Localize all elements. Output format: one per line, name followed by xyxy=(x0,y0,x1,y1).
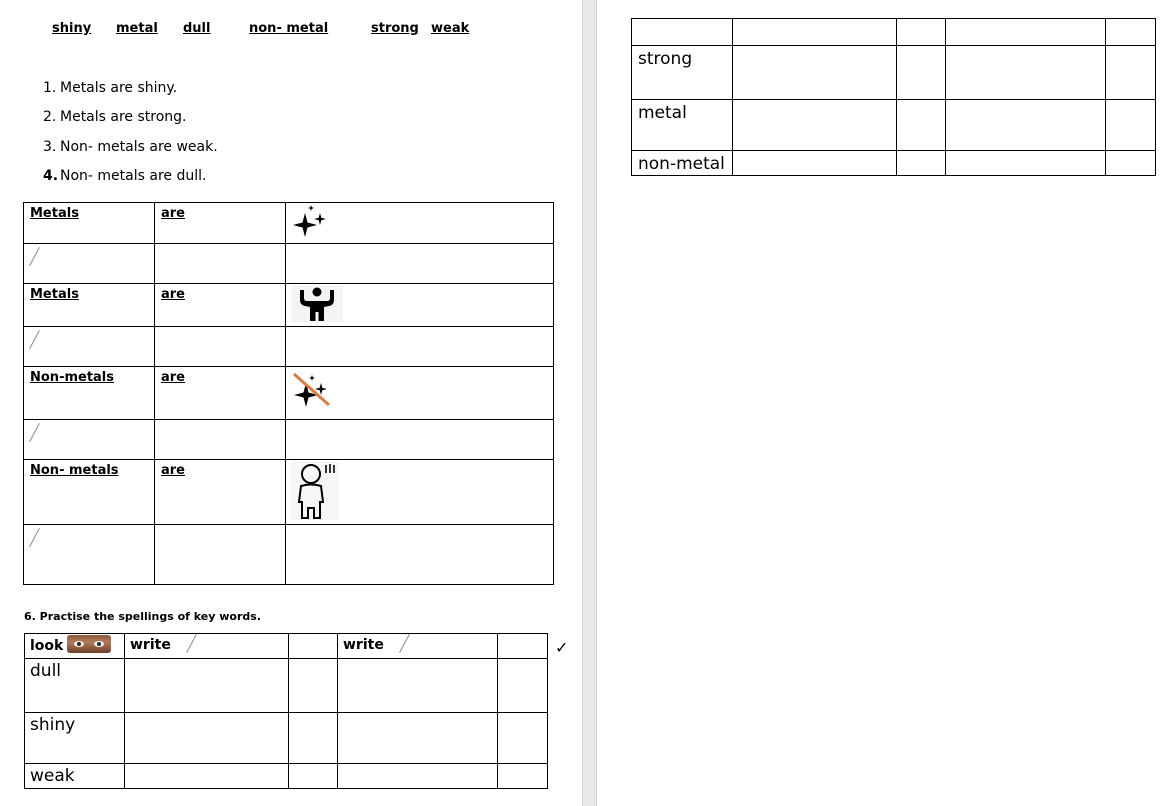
table-row xyxy=(24,284,554,327)
picture-cell xyxy=(286,460,554,525)
picture-cell xyxy=(286,284,554,327)
write-cell[interactable] xyxy=(125,713,289,764)
verb-cell xyxy=(155,284,286,327)
writing-cell[interactable] xyxy=(286,327,554,367)
sentence-building-table xyxy=(23,202,554,585)
table-row xyxy=(632,151,1156,176)
check-cell[interactable] xyxy=(498,659,548,713)
table-row xyxy=(24,460,554,525)
header-cell xyxy=(897,19,946,46)
sentence-number: 3. xyxy=(43,138,57,155)
write-label: write xyxy=(130,637,171,653)
sentence-list xyxy=(43,79,218,196)
spelling-word-cell xyxy=(632,46,733,100)
writing-cell[interactable] xyxy=(24,244,155,284)
write-cell[interactable] xyxy=(338,659,498,713)
table-row xyxy=(25,713,548,764)
spelling-word: metal xyxy=(638,103,687,123)
header-cell xyxy=(632,19,733,46)
table-row xyxy=(25,634,548,659)
subject-cell xyxy=(24,367,155,420)
word-bank-shiny: shiny xyxy=(52,21,92,36)
header-cell xyxy=(733,19,897,46)
write-cell[interactable] xyxy=(338,713,498,764)
picture-cell xyxy=(286,203,554,244)
sentence-number: 4. xyxy=(43,167,59,184)
sentence-text: Metals are strong. xyxy=(60,109,187,126)
spelling-word-cell xyxy=(25,764,125,789)
pencil-mark-icon xyxy=(187,634,197,654)
word-bank-metal: metal xyxy=(116,21,158,36)
table-row xyxy=(24,327,554,367)
header-cell xyxy=(1106,19,1156,46)
picture-cell xyxy=(286,367,554,420)
writing-cell[interactable] xyxy=(24,525,155,585)
verb-label: are xyxy=(161,463,186,478)
spelling-section-title: 6. Practise the spellings of key words. xyxy=(24,610,262,623)
spelling-word: non-metal xyxy=(638,154,725,174)
table-row xyxy=(24,203,554,244)
spelling-word-cell xyxy=(25,659,125,713)
write-header xyxy=(338,634,498,659)
word-bank-non-metal: non- metal xyxy=(249,21,329,36)
check-header xyxy=(289,634,338,659)
table-row xyxy=(24,367,554,420)
check-cell[interactable] xyxy=(498,713,548,764)
verb-cell xyxy=(155,203,286,244)
verb-label: are xyxy=(161,287,186,302)
right-page xyxy=(597,0,1171,806)
verb-label: are xyxy=(161,370,186,385)
table-row xyxy=(24,420,554,460)
write-label: write xyxy=(343,637,384,653)
sentence-number: 2. xyxy=(43,109,57,126)
write-cell[interactable] xyxy=(125,764,289,789)
pencil-mark-icon xyxy=(30,247,40,267)
spelling-word: shiny xyxy=(30,715,76,735)
left-page xyxy=(0,0,582,806)
writing-cell[interactable] xyxy=(24,327,155,367)
check-cell[interactable] xyxy=(289,659,338,713)
subject-cell xyxy=(24,284,155,327)
word-bank-weak: weak xyxy=(431,21,470,36)
writing-cell[interactable] xyxy=(286,525,554,585)
sentence-item xyxy=(43,79,218,108)
sentence-number: 1. xyxy=(43,80,57,96)
write-header xyxy=(125,634,289,659)
writing-cell[interactable] xyxy=(155,420,286,460)
sentence-item xyxy=(43,138,218,167)
check-cell[interactable] xyxy=(897,46,946,100)
subject-cell xyxy=(24,203,155,244)
table-row xyxy=(24,244,554,284)
check-cell[interactable] xyxy=(289,764,338,789)
page-gap xyxy=(582,0,597,806)
writing-cell[interactable] xyxy=(155,327,286,367)
right-spelling-table xyxy=(631,18,1156,176)
check-cell[interactable] xyxy=(897,151,946,176)
check-cell[interactable] xyxy=(289,713,338,764)
subject-label: Non-metals xyxy=(30,370,115,385)
check-header xyxy=(498,634,548,659)
sentence-item xyxy=(43,108,218,137)
write-cell[interactable] xyxy=(733,151,897,176)
sentence-text: Metals are shiny. xyxy=(60,80,178,96)
strong-person-icon xyxy=(291,286,343,322)
write-cell[interactable] xyxy=(733,100,897,151)
write-cell[interactable] xyxy=(338,764,498,789)
spelling-word: strong xyxy=(638,49,693,69)
subject-cell xyxy=(24,460,155,525)
write-cell[interactable] xyxy=(946,46,1106,100)
pencil-mark-icon xyxy=(30,528,40,548)
look-label: look xyxy=(30,638,64,654)
write-cell[interactable] xyxy=(733,46,897,100)
spelling-word-cell xyxy=(632,100,733,151)
subject-label: Metals xyxy=(30,206,79,221)
check-cell[interactable] xyxy=(1106,151,1156,176)
check-mark-icon: ✓ xyxy=(555,638,569,657)
check-cell[interactable] xyxy=(498,764,548,789)
spelling-word: dull xyxy=(30,661,62,681)
writing-cell[interactable] xyxy=(155,525,286,585)
pencil-mark-icon xyxy=(30,330,40,350)
sparkle-icon xyxy=(291,205,331,239)
writing-cell[interactable] xyxy=(286,244,554,284)
spelling-word: weak xyxy=(30,766,75,786)
weak-person-icon xyxy=(291,462,339,520)
write-cell[interactable] xyxy=(946,151,1106,176)
write-cell[interactable] xyxy=(125,659,289,713)
table-row xyxy=(25,659,548,713)
table-row xyxy=(632,46,1156,100)
spelling-word-cell xyxy=(25,713,125,764)
eyes-icon xyxy=(67,635,111,653)
writing-cell[interactable] xyxy=(24,420,155,460)
write-cell[interactable] xyxy=(946,100,1106,151)
table-row xyxy=(25,764,548,789)
verb-label: are xyxy=(161,206,186,221)
writing-cell[interactable] xyxy=(155,244,286,284)
verb-cell xyxy=(155,367,286,420)
pencil-mark-icon xyxy=(30,423,40,443)
subject-label: Metals xyxy=(30,287,79,302)
header-cell xyxy=(946,19,1106,46)
sentence-item xyxy=(43,167,218,196)
spelling-table xyxy=(24,633,548,789)
check-cell[interactable] xyxy=(1106,100,1156,151)
sentence-text: Non- metals are dull. xyxy=(60,167,207,184)
table-row xyxy=(632,100,1156,151)
check-cell[interactable] xyxy=(897,100,946,151)
table-row xyxy=(632,19,1156,46)
subject-label: Non- metals xyxy=(30,463,119,478)
verb-cell xyxy=(155,460,286,525)
check-cell[interactable] xyxy=(1106,46,1156,100)
look-header xyxy=(25,634,125,659)
word-bank-strong: strong xyxy=(371,21,419,36)
table-row xyxy=(24,525,554,585)
pencil-mark-icon xyxy=(400,634,410,654)
sentence-text: Non- metals are weak. xyxy=(60,138,218,155)
word-bank-dull: dull xyxy=(183,21,211,36)
writing-cell[interactable] xyxy=(286,420,554,460)
not-shiny-icon xyxy=(291,371,335,415)
spelling-word-cell xyxy=(632,151,733,176)
